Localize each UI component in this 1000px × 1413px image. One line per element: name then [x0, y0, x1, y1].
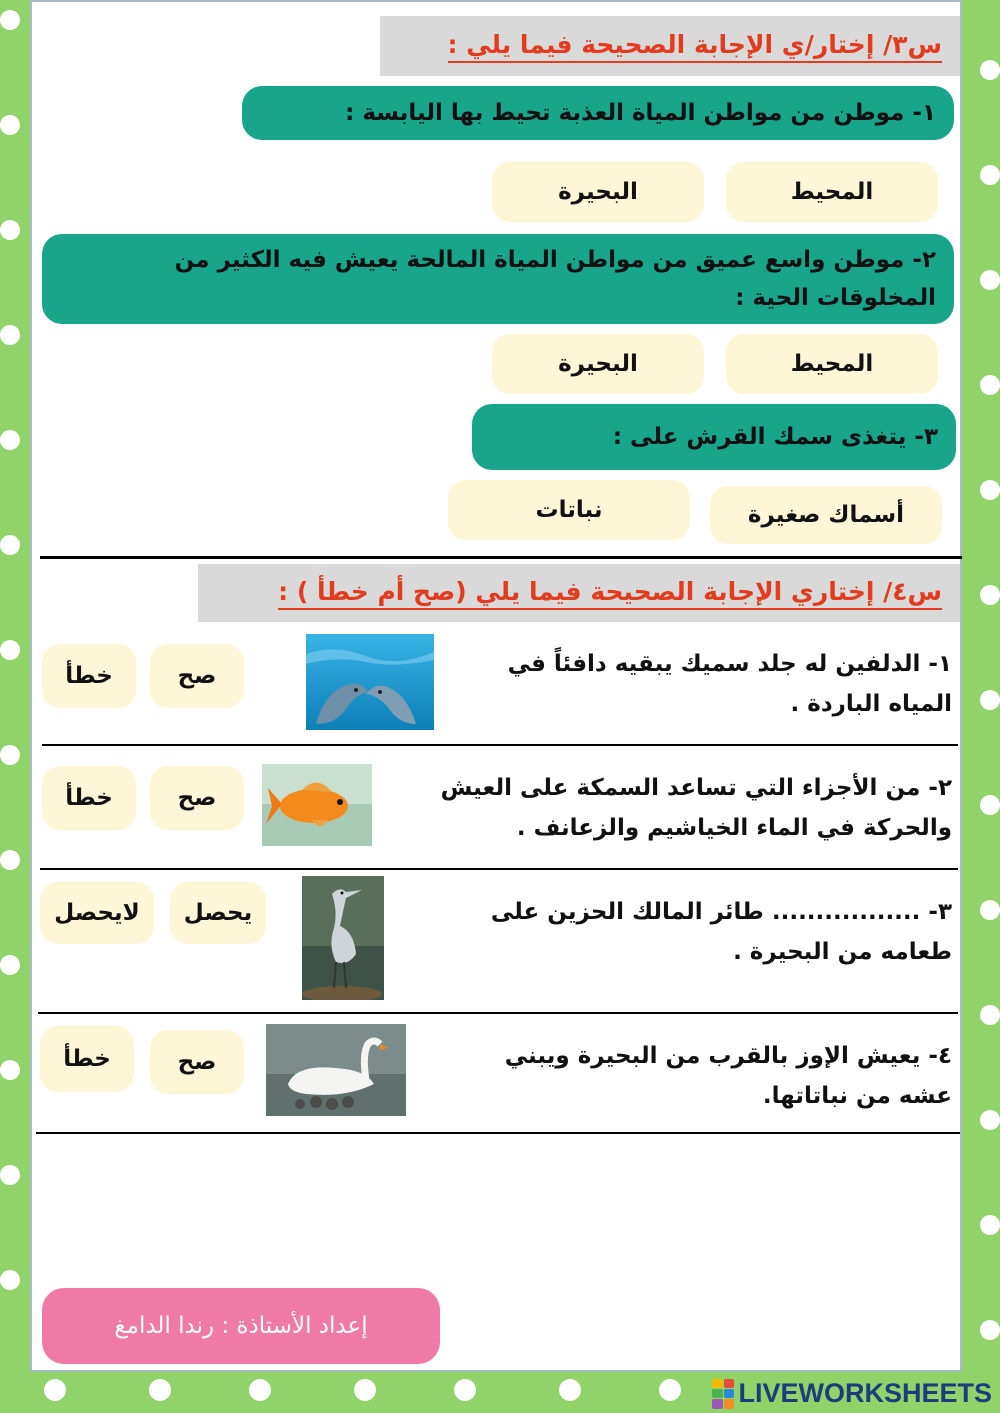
q4-2-option-false[interactable]: خطأ — [42, 766, 136, 830]
row-divider — [36, 1132, 960, 1134]
goldfish-photo — [262, 764, 372, 846]
q3-question-1: ١- موطن من مواطن المياة العذبة تحيط بها اليابسة : — [242, 86, 954, 140]
q4-2-option-true[interactable]: صح — [150, 766, 244, 830]
q3-question-2: ٢- موطن واسع عميق من مواطن المياة المالحة يعيش فيه الكثير من المخلوقات الحية : — [42, 234, 954, 324]
worksheet-page — [30, 0, 962, 1372]
swan-photo — [266, 1024, 406, 1116]
q4-1-option-true[interactable]: صح — [150, 644, 244, 708]
row-divider — [40, 868, 958, 870]
q3-1-option-ocean[interactable]: المحيط — [726, 162, 938, 222]
q3-3-option-plants[interactable]: نباتات — [448, 480, 690, 540]
q3-header: س٣/ إختار/ي الإجابة الصحيحة فيما يلي : — [380, 16, 960, 76]
q4-3-option-does-not-get[interactable]: لايحصل — [40, 882, 154, 944]
q4-1-option-false[interactable]: خطأ — [42, 644, 136, 708]
q4-header: س٤/ إختاري الإجابة الصحيحة فيما يلي (صح أم خطأ ) : — [198, 564, 960, 622]
q4-statement-4: ٤- يعيش الإوز بالقرب من البحيرة ويبني عشه من نباتاتها. — [504, 1043, 952, 1109]
q3-3-option-small-fish[interactable]: أسماك صغيرة — [710, 486, 942, 544]
q4-statement-3: ٣- ................. طائر المالك الحزين على طعامه من البحيرة . — [490, 899, 952, 965]
q3-2-option-lake[interactable]: البحيرة — [492, 334, 704, 394]
heron-photo — [302, 876, 384, 1000]
q3-question-3: ٣- يتغذى سمك القرش على : — [472, 404, 956, 470]
section-divider — [40, 556, 962, 559]
q4-4-option-true[interactable]: صح — [150, 1030, 244, 1094]
dolphins-photo — [306, 634, 434, 730]
row-divider — [38, 1012, 958, 1014]
teacher-credit: إعداد الأستاذة : رندا الدامغ — [42, 1288, 440, 1364]
q4-statement-1: ١- الدلفين له جلد سميك يبقيه دافئاً في المياه الباردة . — [507, 651, 952, 717]
q3-2-option-ocean[interactable]: المحيط — [726, 334, 938, 394]
liveworksheets-logo-icon — [712, 1379, 734, 1409]
row-divider — [42, 744, 958, 746]
liveworksheets-brand — [712, 1378, 992, 1409]
q4-statement-2: ٢- من الأجزاء التي تساعد السمكة على العيش والحركة في الماء الخياشيم والزعانف . — [440, 775, 952, 841]
q3-1-option-lake[interactable]: البحيرة — [492, 162, 704, 222]
q4-3-option-gets[interactable]: يحصل — [170, 882, 266, 944]
brand-text: LIVEWORKSHEETS — [738, 1378, 992, 1408]
q4-4-option-false[interactable]: خطأ — [40, 1026, 134, 1092]
